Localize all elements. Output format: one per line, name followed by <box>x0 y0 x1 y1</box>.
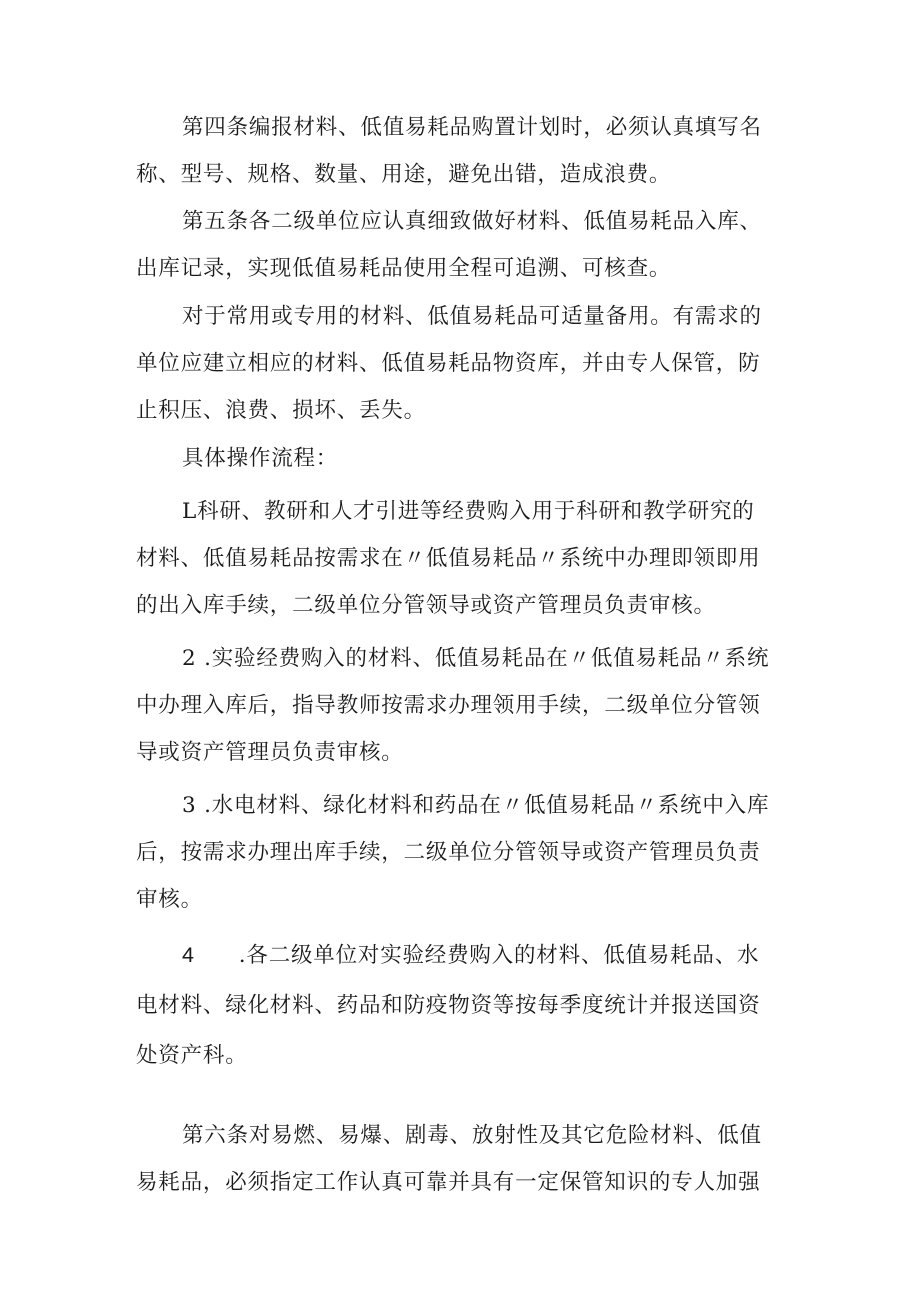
text-line: 处资产科。 <box>136 1043 248 1068</box>
paragraph-reserve-note <box>136 293 796 434</box>
text-line: 第四条编报材料、低值易耗品购置计划时，必须认真填写名 <box>182 115 762 140</box>
text-line: 电材料、绿化材料、药品和防疫物资等按每季度统计并报送国资 <box>136 993 761 1018</box>
text-line: 导或资产管理员负责审核。 <box>136 740 404 765</box>
step-text: .各二级单位对实验经费购入的材料、低值易耗品、水 <box>238 943 760 968</box>
text-line: 审核。 <box>136 887 203 912</box>
text-line: L科研、教研和人才引进等经费购入用于科研和教学研究的 <box>182 499 755 524</box>
text-line: 第六条对易燃、易爆、剧毒、放射性及其它危险材料、低值 <box>182 1123 762 1148</box>
paragraph-step-2 <box>136 635 796 776</box>
text-line: 止积压、浪费、损坏、丢失。 <box>136 398 426 423</box>
text-line: 对于常用或专用的材料、低值易耗品可适量备用。有需求的 <box>182 304 762 329</box>
paragraph-article-4 <box>136 104 796 198</box>
text-line: 2 .实验经费购入的材料、低值易耗品在〃低值易耗品〃系统 <box>182 646 770 671</box>
text-line: 的出入库手续，二级单位分管领导或资产管理员负责审核。 <box>136 593 716 618</box>
text-line: 出库记录，实现低值易耗品使用全程可追溯、可核查。 <box>136 256 672 281</box>
text-line: 中办理入库后，指导教师按需求办理领用手续，二级单位分管领 <box>136 693 761 718</box>
paragraph-article-5 <box>136 198 796 292</box>
paragraph-process-heading <box>136 435 796 482</box>
text-line: 单位应建立相应的材料、低值易耗品物资库，并由专人保管，防 <box>136 351 761 376</box>
text-line: 具体操作流程： <box>182 446 339 471</box>
step-number: 4 <box>182 943 195 967</box>
text-line: 3 .水电材料、绿化材料和药品在〃低值易耗品〃系统中入库 <box>182 793 770 818</box>
paragraph-step-3 <box>136 782 796 923</box>
paragraph-step-4 <box>136 930 796 1081</box>
text-line: 易耗品，必须指定工作认真可靠并具有一定保管知识的专人加强 <box>136 1170 761 1195</box>
text-line: 第五条各二级单位应认真细致做好材料、低值易耗品入库、 <box>182 209 762 234</box>
paragraph-step-1 <box>136 488 796 629</box>
text-line: 称、型号、规格、数量、用途，避免出错，造成浪费。 <box>136 162 672 187</box>
text-line <box>136 930 796 981</box>
text-line: 材料、低值易耗品按需求在〃低值易耗品〃系统中办理即领即用 <box>136 546 761 571</box>
paragraph-article-6 <box>136 1112 796 1206</box>
text-line: 后，按需求办理出库手续，二级单位分管领导或资产管理员负责 <box>136 840 761 865</box>
